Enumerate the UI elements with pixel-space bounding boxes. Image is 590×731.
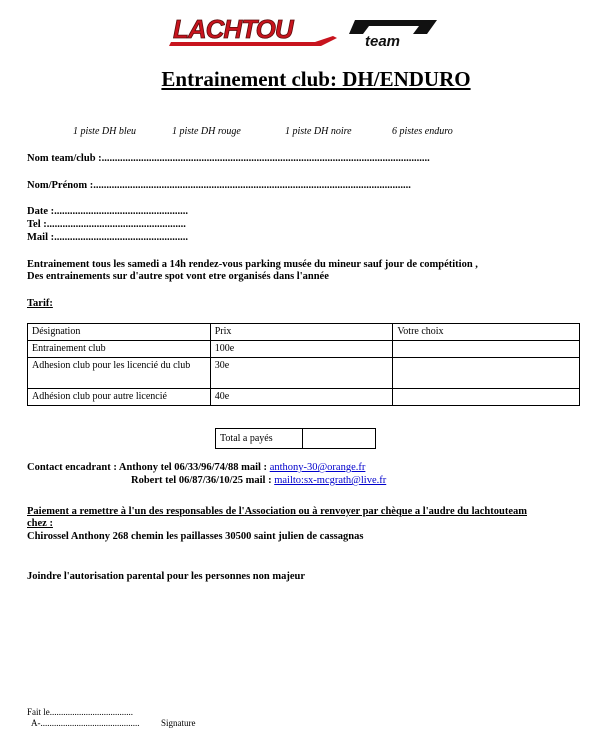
logo-graphic xyxy=(165,12,445,50)
piste-dh-rouge: 1 piste DH rouge xyxy=(172,126,241,137)
row-designation: Entrainement club xyxy=(28,341,211,358)
row-choix-cell[interactable] xyxy=(393,341,580,358)
paiement-line-1: Paiement a remettre à l'un des responsables de l'Association ou à renvoyer par chèque a l'audre du lachtouteam xyxy=(27,506,528,517)
a-field[interactable]: A-............................................ xyxy=(31,718,140,728)
robert-mail-link[interactable]: mailto:sx-mcgrath@live.fr xyxy=(274,475,387,486)
header-prix: Prix xyxy=(210,324,393,341)
logo-subtext: team xyxy=(365,33,401,50)
tarif-table xyxy=(27,323,580,406)
row-designation: Adhésion club pour autre licencié xyxy=(28,389,211,406)
page-title: Entrainement club: DH/ENDURO xyxy=(161,67,471,91)
piste-dh-noire: 1 piste DH noire xyxy=(285,126,352,137)
contact-anthony-line xyxy=(27,462,365,473)
anthony-mail-link[interactable]: anthony-30@orange.fr xyxy=(269,462,366,473)
total-label: Total a payés xyxy=(216,429,303,449)
total-table xyxy=(215,428,376,449)
header-designation: Désignation xyxy=(28,324,211,341)
nom-team-field[interactable]: Nom team/club :............................................................................................................................. xyxy=(27,153,430,164)
table-row xyxy=(28,389,580,406)
signature-label: Signature xyxy=(161,718,196,728)
contact-robert-tel: tel 06/87/36/10/25 mail : xyxy=(162,475,275,486)
date-field[interactable]: Date :................................................... xyxy=(27,206,188,217)
table-row xyxy=(28,341,580,358)
lachtou-team-logo xyxy=(165,12,445,50)
info-line-2: Des entrainements sur d'autre spot vont etre organisés dans l'année xyxy=(27,271,329,282)
autorisation-note: Joindre l'autorisation parental pour les personnes non majeur xyxy=(27,571,305,582)
contact-robert-line xyxy=(131,475,386,486)
row-prix: 30e xyxy=(210,358,393,389)
paiement-line-2: chez : xyxy=(27,518,53,529)
info-line-1: Entrainement tous les samedi a 14h rendez-vous parking musée du mineur sauf jour de compétition , xyxy=(27,259,478,270)
logo-wordmark: LACHTOU xyxy=(173,14,293,44)
paiement-address: Chirossel Anthony 268 chemin les paillasses 30500 saint julien de cassagnas xyxy=(27,531,364,542)
row-prix: 40e xyxy=(210,389,393,406)
table-header-row xyxy=(28,324,580,341)
total-value-cell[interactable] xyxy=(303,429,376,449)
header-votre-choix: Votre choix xyxy=(393,324,580,341)
row-designation: Adhesion club pour les licencié du club xyxy=(28,358,211,389)
contact-anthony-tel: tel 06/33/96/74/88 mail : xyxy=(157,462,270,473)
mail-field[interactable]: Mail :................................................... xyxy=(27,232,188,243)
logo-chevron xyxy=(349,20,437,34)
fait-le-field[interactable]: Fait le..................................... xyxy=(27,707,133,717)
pistes-enduro: 6 pistes enduro xyxy=(392,126,453,137)
table-row xyxy=(28,358,580,389)
contact-anthony-name: Anthony xyxy=(118,462,158,473)
tel-field[interactable]: Tel :..................................................... xyxy=(27,219,186,230)
piste-dh-bleu: 1 piste DH bleu xyxy=(73,126,137,137)
row-prix: 100e xyxy=(210,341,393,358)
contact-robert-name: Robert xyxy=(131,475,163,486)
row-choix-cell[interactable] xyxy=(393,358,580,389)
tarif-label: Tarif: xyxy=(27,298,53,309)
contact-prefix: Contact encadrant : xyxy=(27,462,119,473)
nom-prenom-field[interactable]: Nom/Prénom :......................................................................................................................... xyxy=(27,180,411,191)
row-choix-cell[interactable] xyxy=(393,389,580,406)
